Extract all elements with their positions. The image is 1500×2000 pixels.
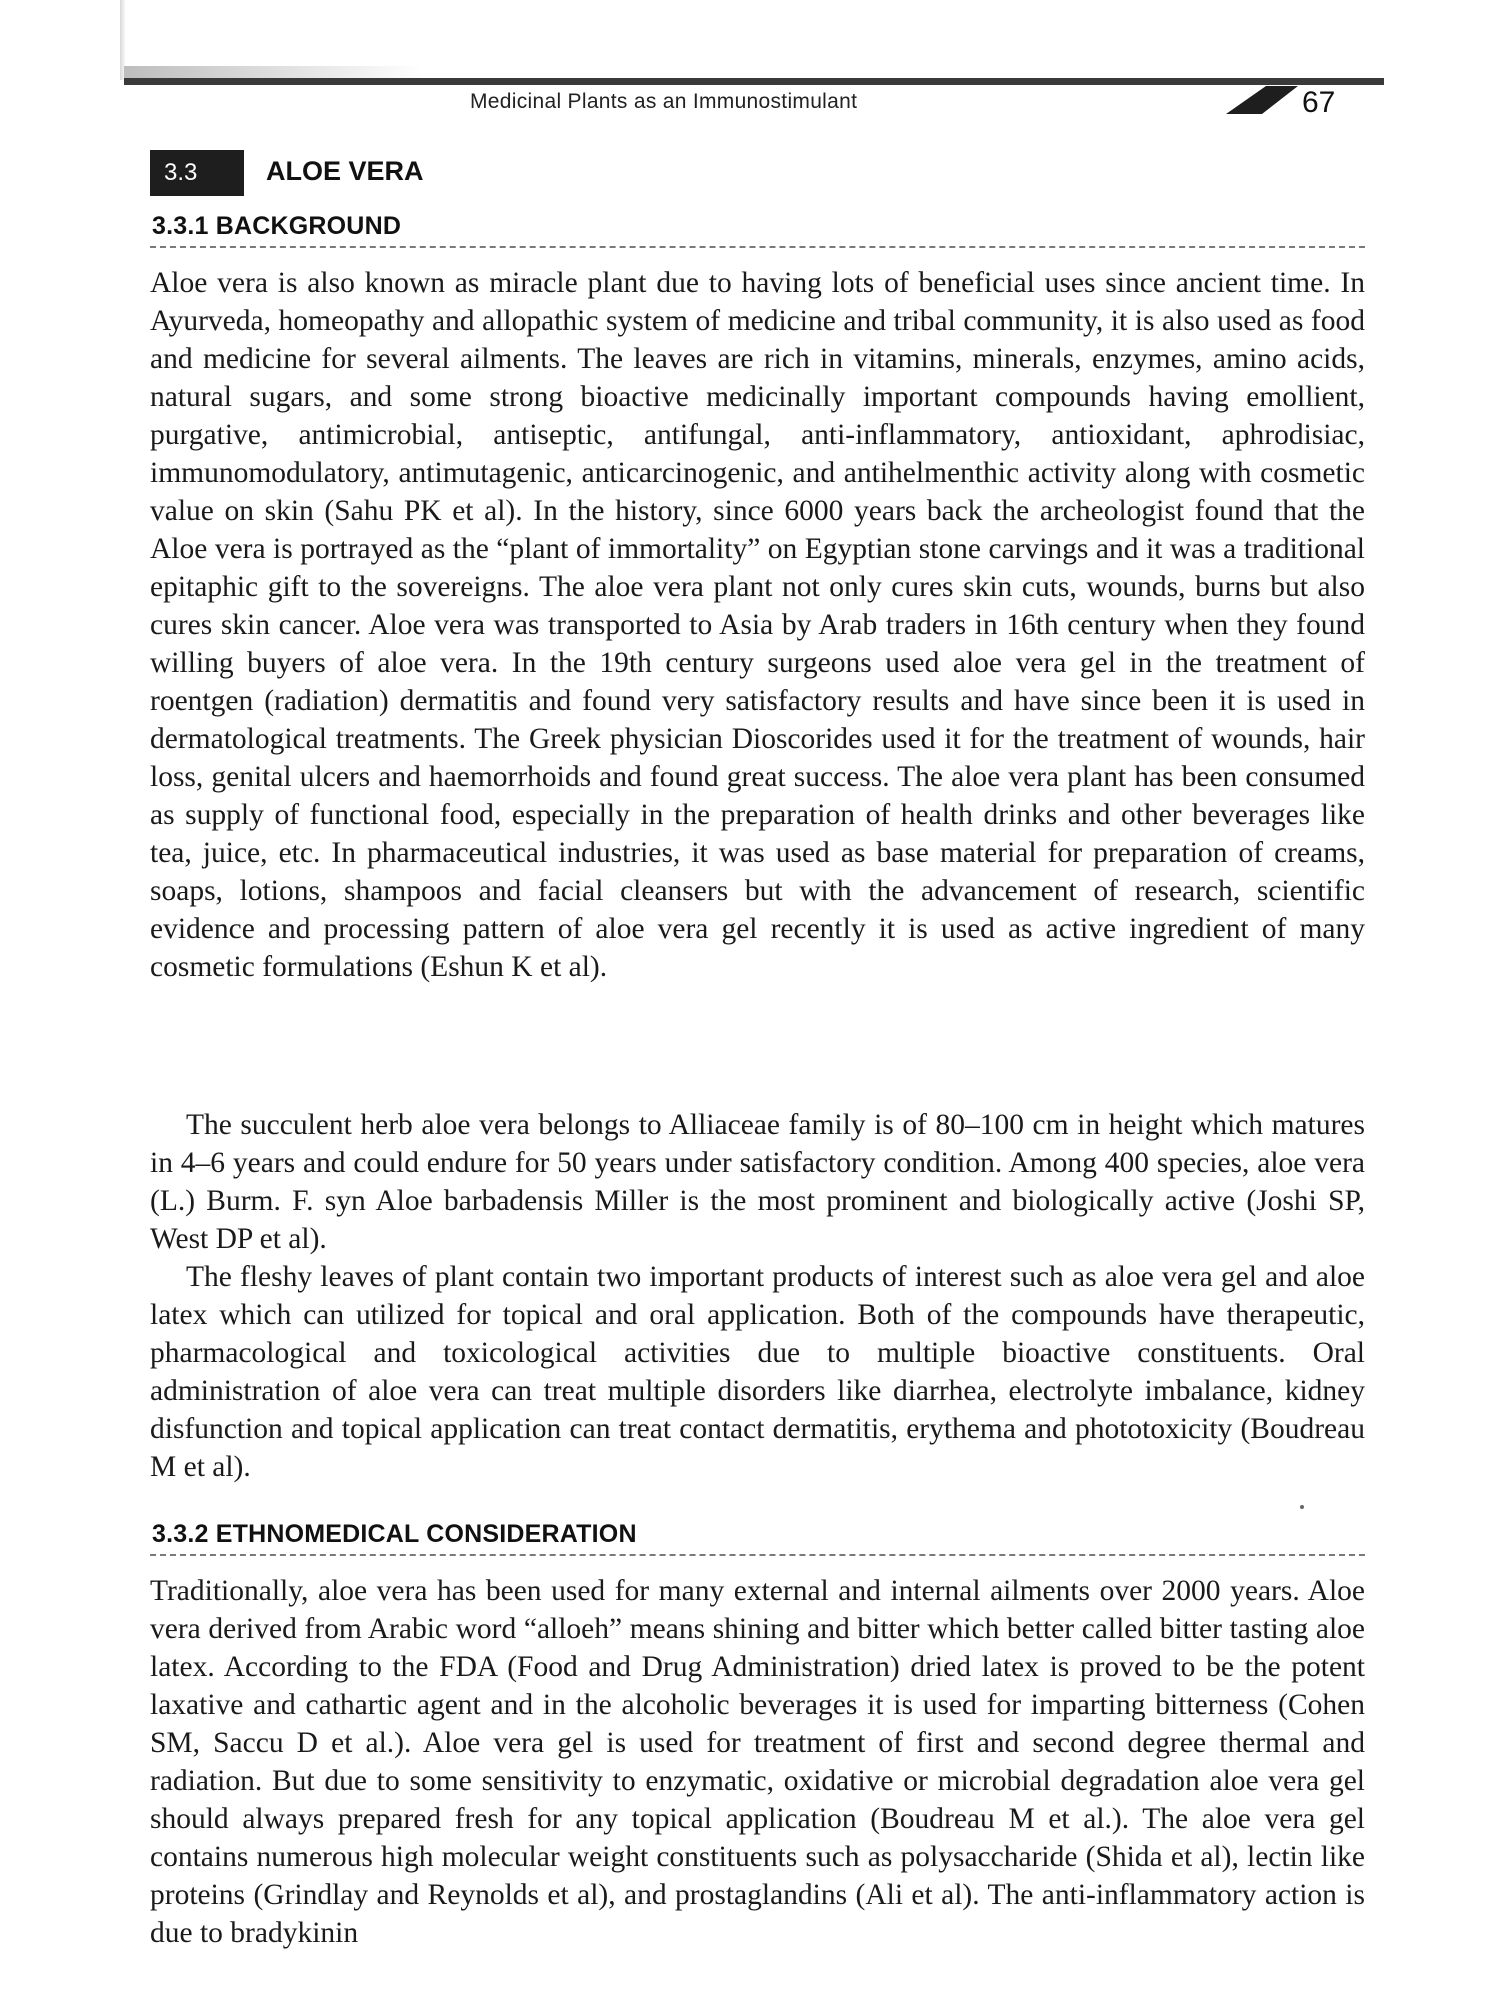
section-title: ALOE VERA [266, 156, 424, 186]
paragraph-ethnomedical-1: Traditionally, aloe vera has been used for many external and internal ailments over 2000 years. Aloe vera derived from Arabic word “alloeh” means shining and bitter which better called bitter tasting aloe latex. According to the FDA (Food and Drug Administration) dried latex is proved to be the potent laxative and cathartic agent and in the alcoholic beverages it is used for imparting bitterness (Cohen SM, Saccu D et al.). Aloe vera gel is used for treatment of first and second degree thermal and radiation. But due to some sensitivity to enzymatic, oxidative or microbial degradation aloe vera gel should always prepared fresh for any topical application (Boudreau M et al.). The aloe vera gel contains numerous high molecular weight constituents such as polysaccharide (Shida et al), lectin like proteins (Grindlay and Reynolds et al), and prostaglandins (Ali et al). The anti-inflammatory action is due to bradykinin [150, 1575, 1365, 1949]
section-number-badge: 3.3 [150, 150, 244, 196]
paragraph-background-2: The succulent herb aloe vera belongs to Alliaceae family is of 80–100 cm in height which matures in 4–6 years and could endure for 50 years under satisfactory condition. Among 400 species, aloe vera (L.) Burm. F. syn Aloe barbadensis Miller is the most prominent and biologically active (Joshi SP, West DP et al). [150, 1109, 1365, 1255]
subsection-rule [150, 246, 1365, 248]
paragraph-background-1: Aloe vera is also known as miracle plant due to having lots of beneficial uses since ancient time. In Ayurveda, homeopathy and allopathic system of medicine and tribal community, it is also used as food and medicine for several ailments. The leaves are rich in vitamins, minerals, enzymes, amino acids, natural sugars, and some strong bioactive medicinally important compounds having emollient, purgative, antimicrobial, antiseptic, antifungal, anti-inflammatory, antioxidant, aphrodisiac, immunomodulatory, antimutagenic, anticarcinogenic, and antihelmenthic activity along with cosmetic value on skin (Sahu PK et al). In the history, since 6000 years back the archeologist found that the Aloe vera is portrayed as the “plant of immortality” on Egyptian stone carvings and it was a traditional epitaphic gift to the sovereigns. The aloe vera plant not only cures skin cuts, wounds, burns but also cures skin cancer. Aloe vera was transported to Asia by Arab traders in 16th century when they found willing buyers of aloe vera. In the 19th century surgeons used aloe vera gel in the treatment of roentgen (radiation) dermatitis and found very satisfactory results and have since been it is used in dermatological treatments. The Greek physician Dioscorides used it for the treatment of wounds, hair loss, genital ulcers and haemorrhoids and found great success. The aloe vera plant has been consumed as supply of functional food, especially in the preparation of health drinks and other beverages like tea, juice, etc. In pharmaceutical industries, it was used as base material for preparation of creams, soaps, lotions, shampoos and facial cleansers but with the advancement of research, scientific evidence and processing pattern of aloe vera gel recently it is used as active ingredient of many cosmetic formulations (Eshun K et al). [150, 267, 1365, 983]
page-number-arrow-icon [1226, 84, 1298, 116]
running-title: Medicinal Plants as an Immunostimulant [470, 90, 858, 113]
header-rule [124, 78, 1384, 85]
page-number: 67 [1302, 86, 1336, 119]
scan-speck [1300, 1505, 1304, 1509]
subsection-heading-ethnomedical: 3.3.2 ETHNOMEDICAL CONSIDERATION [152, 1520, 637, 1548]
subsection-rule [150, 1554, 1365, 1556]
paragraph-background-3: The fleshy leaves of plant contain two important products of interest such as aloe vera gel and aloe latex which can utilized for topical and oral application. Both of the compounds have therapeutic, pharmacological and toxicological activities due to multiple bioactive constituents. Oral administration of aloe vera can treat multiple disorders like diarrhea, electrolyte imbalance, kidney disfunction and topical application can treat contact dermatitis, erythema and phototoxicity (Boudreau M et al). [150, 1261, 1365, 1483]
subsection-heading-background: 3.3.1 BACKGROUND [152, 212, 402, 240]
header-rule-fade [124, 66, 424, 78]
